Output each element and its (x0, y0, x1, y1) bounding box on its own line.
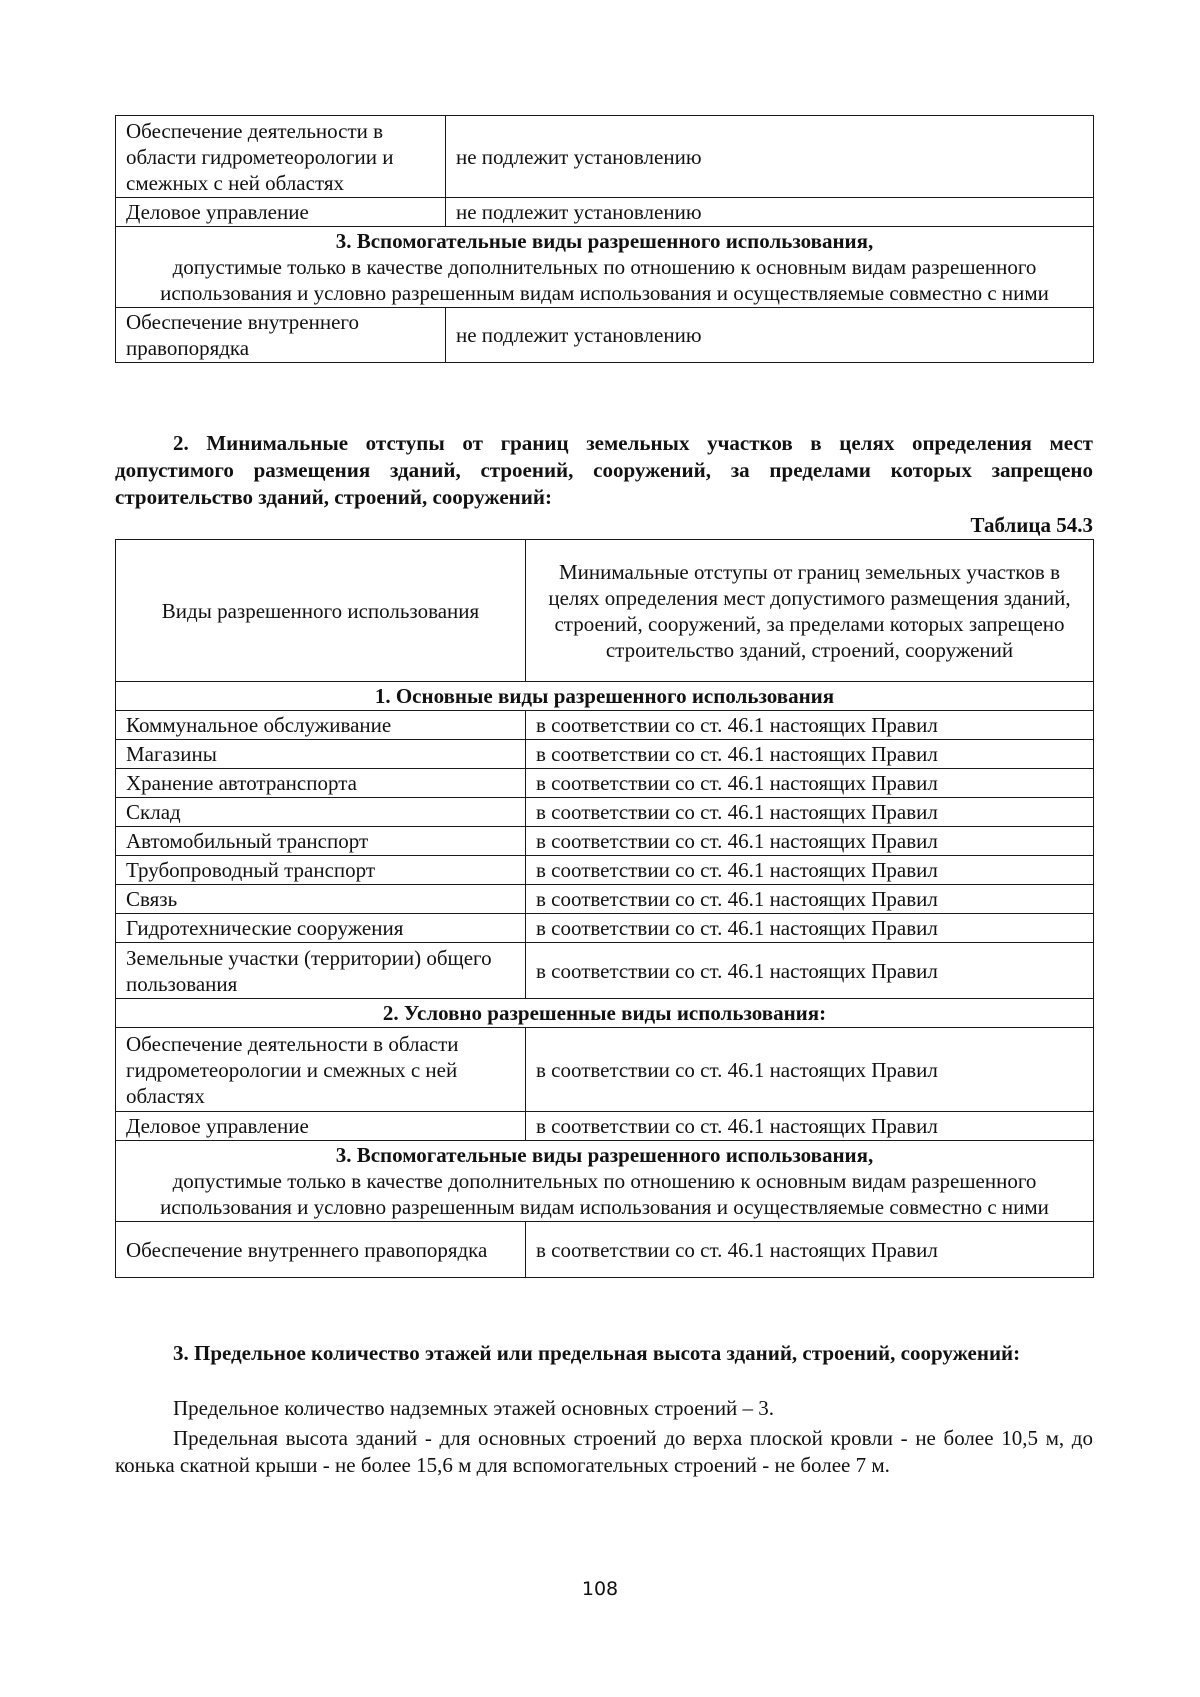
value-cell: в соответствии со ст. 46.1 настоящих Правил (526, 1222, 1094, 1278)
table-row (116, 198, 1094, 227)
section-heading-floors-height: 3. Предельное количество этажей или предельная высота зданий, строений, сооружений: (173, 1341, 1021, 1365)
paragraph-height: Предельная высота зданий - для основных строений до верха плоской кровли - не более 10,5 м, до конька скатной крыши - не более 15,6 м для вспомогательных строений - не более 7 м. (115, 1426, 1093, 1477)
column-header: Виды разрешенного использования (116, 540, 526, 682)
table-row (116, 116, 1094, 198)
value-cell: в соответствии со ст. 46.1 настоящих Правил (526, 769, 1094, 798)
use-type-cell: Магазины (116, 740, 526, 769)
use-type-cell: Гидротехнические сооружения (116, 914, 526, 943)
use-type-cell: Автомобильный транспорт (116, 827, 526, 856)
use-type-cell: Земельные участки (территории) общего пользования (116, 943, 526, 999)
value-cell: в соответствии со ст. 46.1 настоящих Правил (526, 827, 1094, 856)
table-row (116, 1028, 1094, 1112)
use-type-cell: Связь (116, 885, 526, 914)
use-type-cell: Деловое управление (116, 1112, 526, 1141)
table-row (116, 308, 1094, 363)
setbacks-table (115, 539, 1094, 1278)
table-row (116, 914, 1094, 943)
section-header-row (116, 1141, 1094, 1222)
value-cell: в соответствии со ст. 46.1 настоящих Правил (526, 943, 1094, 999)
section-title: 3. Вспомогательные виды разрешенного использования, (335, 1143, 874, 1167)
use-type-cell: Деловое управление (116, 198, 446, 227)
table-row (116, 740, 1094, 769)
table-header-row (116, 540, 1094, 682)
section-header-row (116, 999, 1094, 1028)
use-type-cell: Трубопроводный транспорт (116, 856, 526, 885)
value-cell: не подлежит установлению (446, 198, 1094, 227)
use-type-cell: Обеспечение деятельности в области гидрометеорологии и смежных с ней областях (116, 1028, 526, 1112)
table-row (116, 943, 1094, 999)
section-header-row (116, 227, 1094, 308)
table-row (116, 711, 1094, 740)
value-cell: в соответствии со ст. 46.1 настоящих Правил (526, 1112, 1094, 1141)
value-cell: в соответствии со ст. 46.1 настоящих Правил (526, 856, 1094, 885)
value-cell: не подлежит установлению (446, 308, 1094, 363)
section-title: 1. Основные виды разрешенного использования (116, 682, 1094, 711)
page-number: 108 (581, 1578, 619, 1600)
section-subtitle: допустимые только в качестве дополнительных по отношению к основным видам разрешенного использования и условно разрешенным видам использования и осуществляемые совместно с ними (160, 255, 1049, 305)
table-row (116, 1112, 1094, 1141)
table-row (116, 798, 1094, 827)
section-title: 3. Вспомогательные виды разрешенного использования, (335, 229, 874, 253)
table-row (116, 856, 1094, 885)
paragraph-floors: Предельное количество надземных этажей основных строений – 3. (173, 1396, 775, 1420)
value-cell: в соответствии со ст. 46.1 настоящих Правил (526, 798, 1094, 827)
section-header-cell (116, 227, 1094, 308)
value-cell: в соответствии со ст. 46.1 настоящих Правил (526, 885, 1094, 914)
value-cell: в соответствии со ст. 46.1 настоящих Правил (526, 1028, 1094, 1112)
use-type-cell: Обеспечение внутреннего правопорядка (116, 1222, 526, 1278)
use-type-cell: Склад (116, 798, 526, 827)
section-header-row (116, 682, 1094, 711)
table-row (116, 827, 1094, 856)
use-type-cell: Коммунальное обслуживание (116, 711, 526, 740)
value-cell: в соответствии со ст. 46.1 настоящих Правил (526, 914, 1094, 943)
use-type-cell: Обеспечение внутреннего правопорядка (116, 308, 446, 363)
value-cell: в соответствии со ст. 46.1 настоящих Правил (526, 711, 1094, 740)
use-type-cell: Хранение автотранспорта (116, 769, 526, 798)
section-subtitle: допустимые только в качестве дополнительных по отношению к основным видам разрешенного использования и условно разрешенным видам использования и осуществляемые совместно с ними (160, 1169, 1049, 1219)
permitted-use-table-continued (115, 115, 1094, 363)
value-cell: не подлежит установлению (446, 116, 1094, 198)
section-heading-setbacks: 2. Минимальные отступы от границ земельных участков в целях определения мест допустимого размещения зданий, строений, сооружений, за пределами которых запрещено строительство зданий, строений, сооружений: (115, 431, 1093, 509)
table-row (116, 769, 1094, 798)
table-row (116, 1222, 1094, 1278)
section-title: 2. Условно разрешенные виды использования: (116, 999, 1094, 1028)
section-header-cell (116, 1141, 1094, 1222)
use-type-cell: Обеспечение деятельности в области гидрометеорологии и смежных с ней областях (116, 116, 446, 198)
value-cell: в соответствии со ст. 46.1 настоящих Правил (526, 740, 1094, 769)
table-caption: Таблица 54.3 (970, 513, 1093, 537)
column-header: Минимальные отступы от границ земельных участков в целях определения мест допустимого размещения зданий, строений, сооружений, за пределами которых запрещено строительство зданий, строений, сооружений (526, 540, 1094, 682)
table-row (116, 885, 1094, 914)
